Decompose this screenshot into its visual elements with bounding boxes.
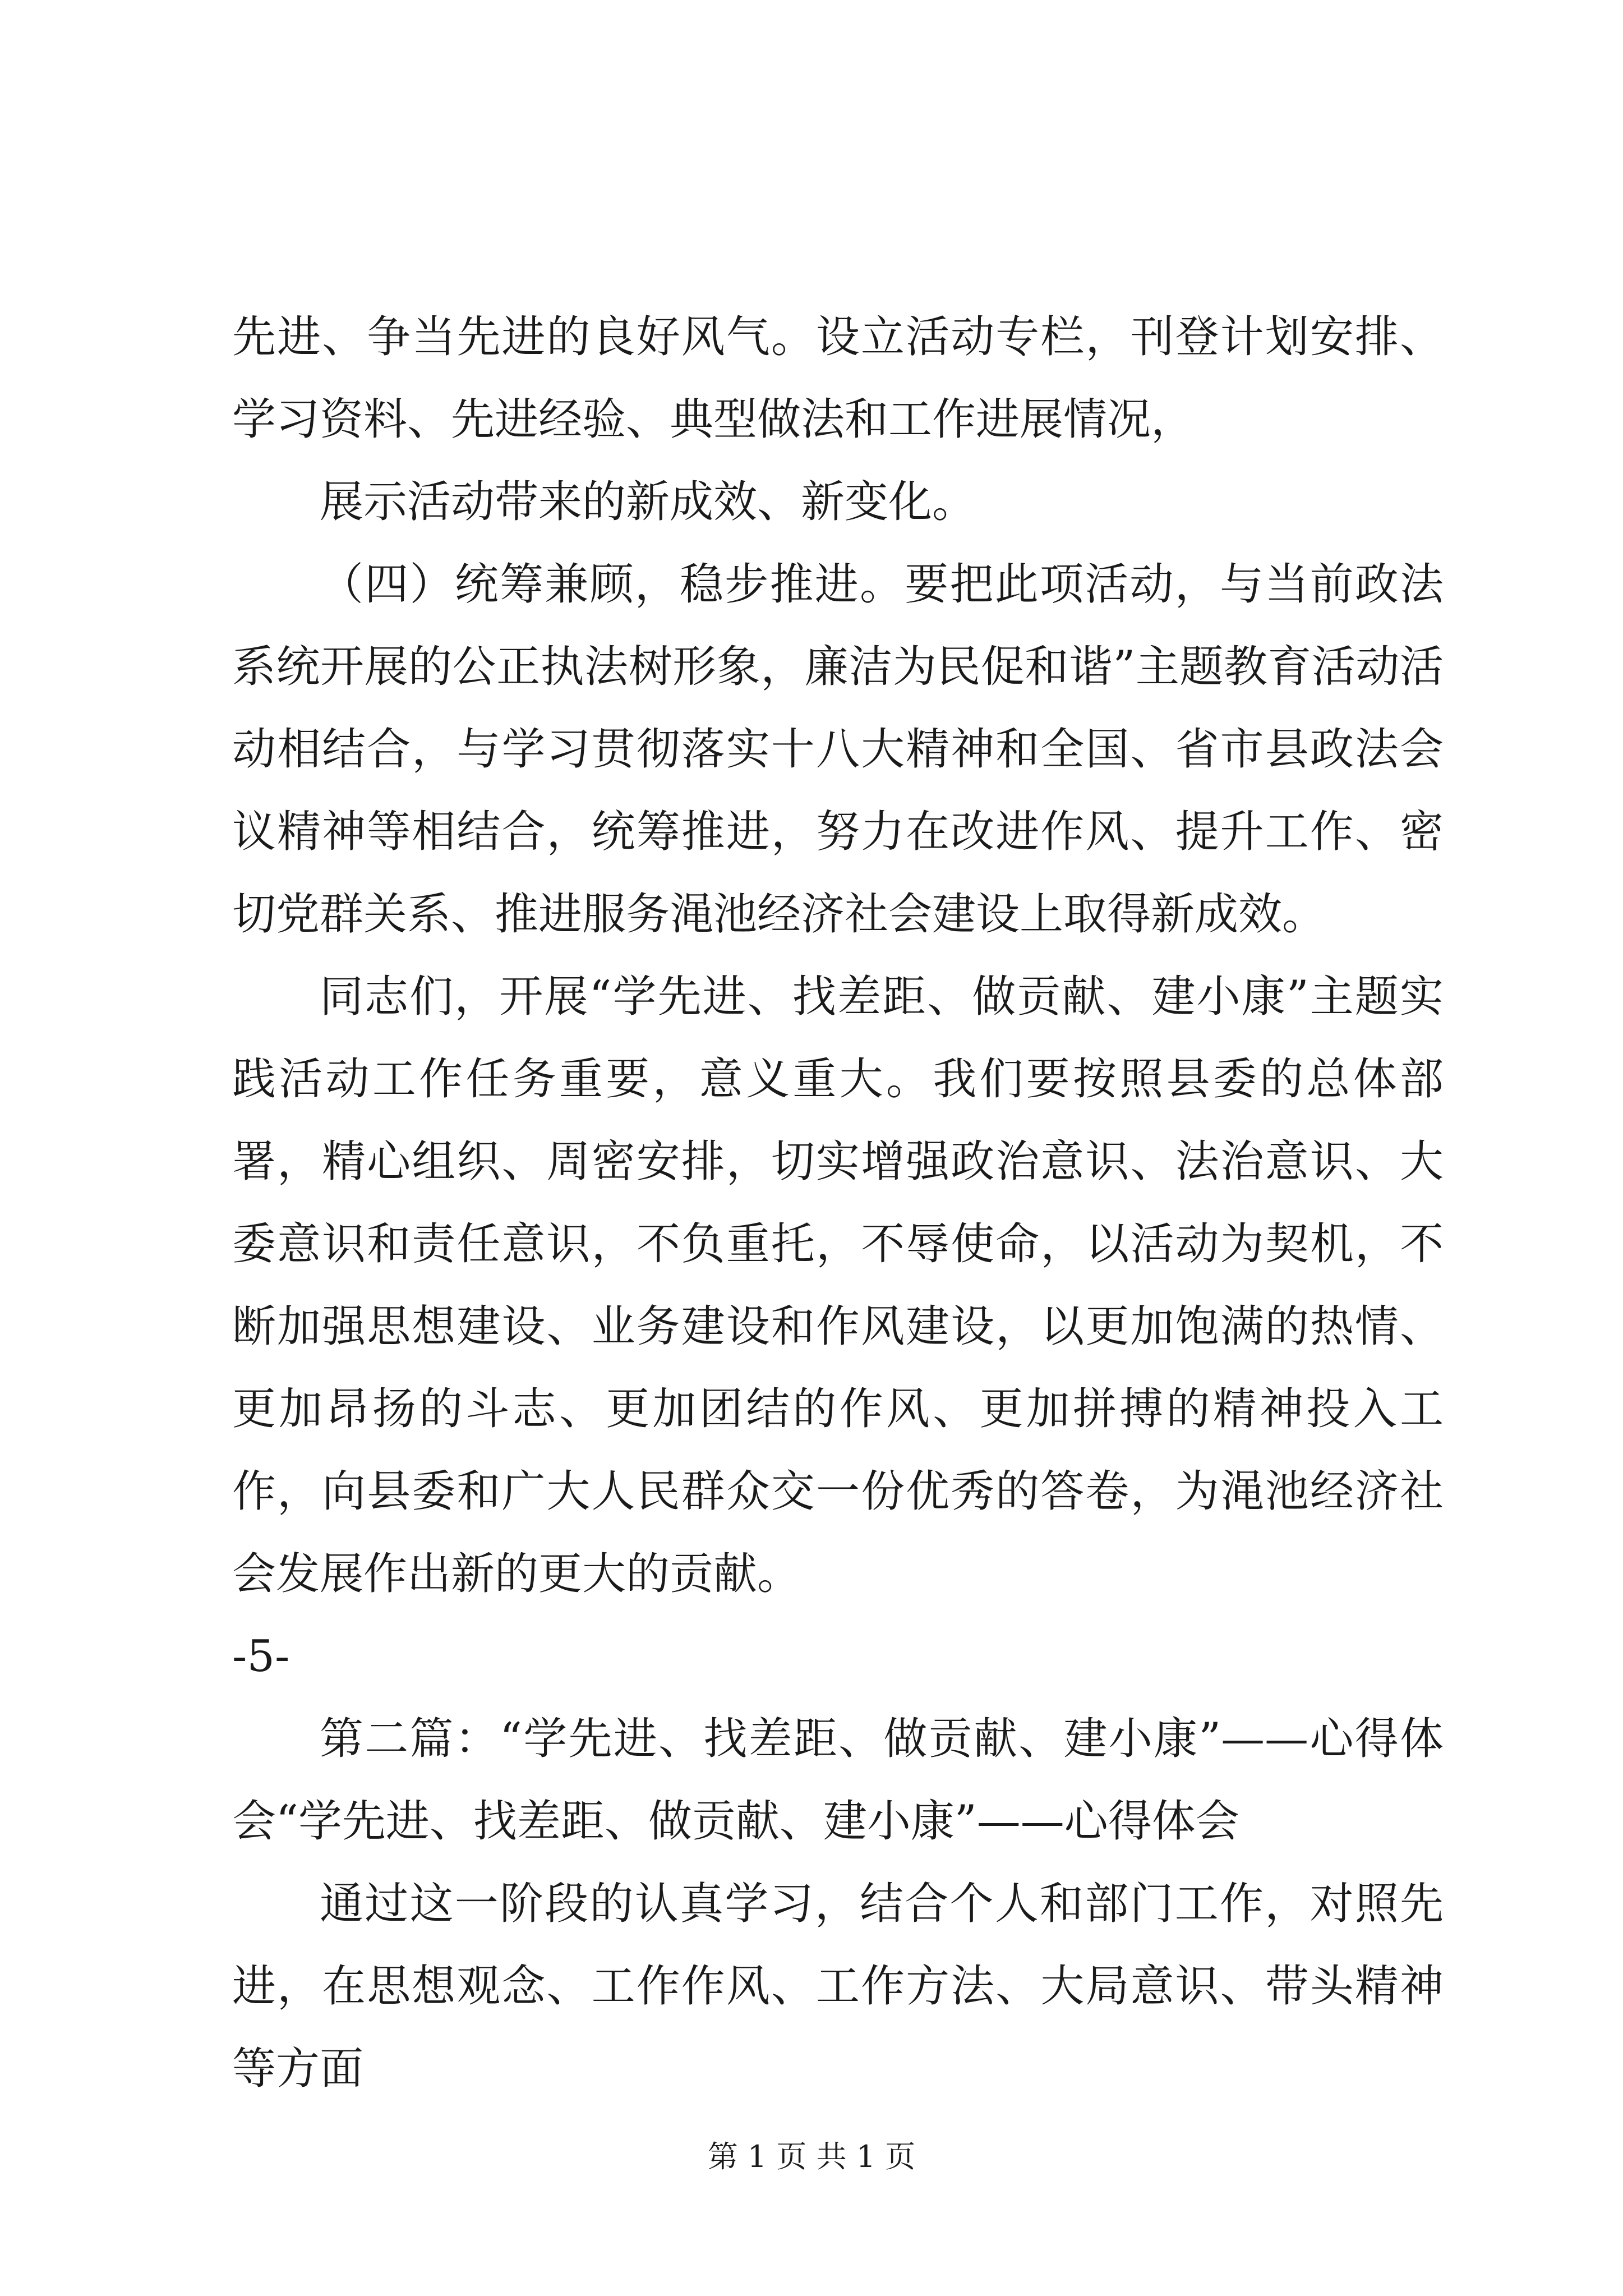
article-two-title: 第二篇：“学先进、找差距、做贡献、建小康”——心得体会“学先进、找差距、做贡献、建小康”——心得体会: [232, 1714, 1444, 1847]
page-footer: 第 1 页 共 1 页: [707, 2139, 916, 2174]
inline-page-number: -5-: [232, 1631, 290, 1682]
paragraph-display-results: 展示活动带来的新成效、新变化。: [320, 477, 976, 527]
paragraph-study-reflection: 通过这一阶段的认真学习，结合个人和部门工作，对照先进，在思想观念、工作作风、工作方法、大局意识、带头精神等方面: [232, 1879, 1444, 2094]
paragraph-comrades: 同志们，开展“学先进、找差距、做贡献、建小康”主题实践活动工作任务重要，意义重大。我们要按照县委的总体部署，精心组织、周密安排，切实增强政治意识、法治意识、大委意识和责任意识，不负重托，不辱使命，以活动为契机，不断加强思想建设、业务建设和作风建设，以更加饱满的热情、更加昂扬的斗志、更加团结的作风、更加拼搏的精神投入工作，向县委和广大人民群众交一份优秀的答卷，为渑池经济社会发展作出新的更大的贡献。: [232, 972, 1444, 1599]
paragraph-section-four: （四）统筹兼顾，稳步推进。要把此项活动，与当前政法系统开展的公正执法树形象，廉洁为民促和谐”主题教育活动活动相结合，与学习贯彻落实十八大精神和全国、省市县政法会议精神等相结合，统筹推进，努力在改进作风、提升工作、密切党群关系、推进服务渑池经济社会建设上取得新成效。: [232, 559, 1444, 940]
document-body: [232, 296, 1444, 2110]
paragraph-continuation: 先进、争当先进的良好风气。设立活动专栏，刊登计划安排、学习资料、先进经验、典型做法和工作进展情况，: [232, 312, 1444, 445]
